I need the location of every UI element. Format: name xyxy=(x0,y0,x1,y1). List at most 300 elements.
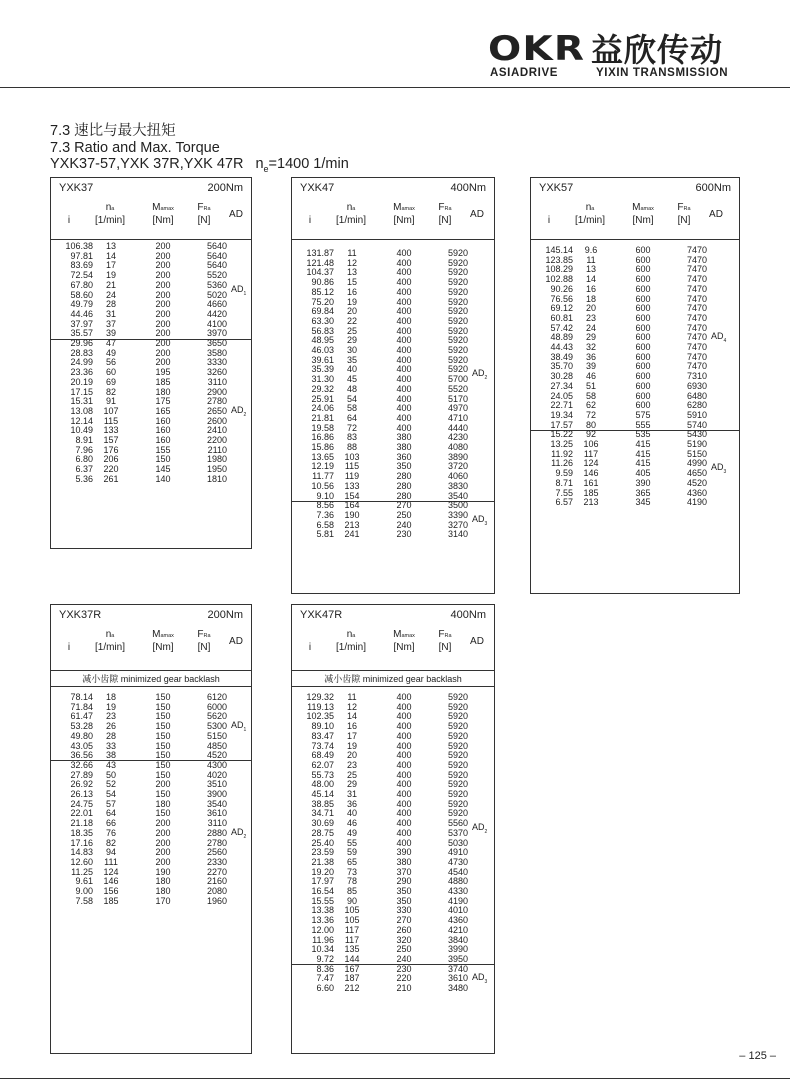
cell-i: 18.35 xyxy=(70,827,93,838)
cell-f: 5640 xyxy=(206,250,227,261)
cell-na: 30 xyxy=(346,345,357,355)
table-row xyxy=(292,287,494,297)
cell-i: 14.83 xyxy=(70,847,93,858)
col-header-i-part: i xyxy=(67,642,71,653)
table-row xyxy=(292,481,494,491)
cell-na: 80 xyxy=(585,419,596,430)
table-row xyxy=(292,818,494,828)
cell-na: 14 xyxy=(346,711,357,722)
cell-na: 18 xyxy=(585,293,596,304)
table-row xyxy=(51,454,251,464)
table-row xyxy=(51,241,251,251)
cell-f: 3970 xyxy=(206,328,227,339)
table-row xyxy=(51,357,251,367)
cell-m: 200 xyxy=(155,299,171,310)
table-yxk57 xyxy=(530,177,740,594)
cell-m: 180 xyxy=(155,798,171,809)
cell-na: 76 xyxy=(105,827,116,838)
cell-i: 97.81 xyxy=(70,250,93,261)
cell-na: 49 xyxy=(105,347,116,358)
cell-m: 400 xyxy=(396,837,412,848)
brand-mark: OKR xyxy=(488,29,586,69)
cell-i: 11.96 xyxy=(312,934,334,945)
table-row xyxy=(51,251,251,261)
col-header-na-part: n xyxy=(346,202,353,213)
cell-i: 44.43 xyxy=(550,342,573,352)
cell-i: 106.38 xyxy=(65,241,93,251)
cell-na: 161 xyxy=(583,477,599,488)
cell-m: 150 xyxy=(155,454,171,465)
cell-na: 213 xyxy=(344,519,360,530)
cell-f: 4230 xyxy=(447,432,468,443)
col-header-f xyxy=(669,202,699,227)
cell-f: 1960 xyxy=(206,895,227,906)
table-row xyxy=(292,384,494,394)
cell-f: 2880 xyxy=(206,827,227,838)
table-row xyxy=(292,413,494,423)
cell-i: 26.13 xyxy=(70,789,93,799)
table-row xyxy=(292,510,494,520)
cell-m: 180 xyxy=(155,886,171,896)
cell-na: 21 xyxy=(105,279,116,290)
cell-m: 150 xyxy=(155,769,171,780)
backlash-note: 减小齿隙 minimized gear backlash xyxy=(82,674,220,684)
cell-f: 3720 xyxy=(447,461,468,472)
cell-i: 37.97 xyxy=(70,318,93,329)
cell-na: 24 xyxy=(105,289,116,300)
models-list: YXK37-57,YXK 37R,YXK 47R xyxy=(50,156,244,172)
col-header-ad xyxy=(223,636,249,648)
cell-na: 11 xyxy=(586,254,596,265)
cell-m: 380 xyxy=(396,442,412,452)
cell-na: 9.6 xyxy=(584,245,598,255)
brand-logo xyxy=(488,29,743,80)
table-row xyxy=(292,692,494,702)
cell-f: 5920 xyxy=(447,306,468,317)
cell-m: 200 xyxy=(155,827,171,838)
cell-m: 400 xyxy=(396,383,412,394)
cell-f: 5560 xyxy=(447,818,468,829)
cell-na: 54 xyxy=(105,789,116,799)
cell-f: 4990 xyxy=(686,458,707,469)
cell-na: 23 xyxy=(346,759,357,770)
table-row xyxy=(51,721,251,731)
table-row xyxy=(51,387,251,397)
table-row xyxy=(51,799,251,809)
cell-m: 380 xyxy=(396,856,412,867)
cell-m: 160 xyxy=(155,435,171,445)
table-row xyxy=(292,267,494,277)
table-row xyxy=(292,403,494,413)
cell-na: 117 xyxy=(583,448,599,459)
table-row xyxy=(531,284,739,294)
col-header-f-part: F xyxy=(197,202,204,213)
cell-f: 7470 xyxy=(686,254,707,265)
table-row xyxy=(292,452,494,462)
col-header-m xyxy=(625,202,661,227)
cell-na: 19 xyxy=(105,701,116,712)
col-header-f-part: F xyxy=(438,202,445,213)
col-header-na xyxy=(567,202,613,227)
ad-label xyxy=(472,368,487,381)
col-header-na-part: a xyxy=(352,633,356,639)
cell-m: 250 xyxy=(396,944,412,955)
cell-na: 49 xyxy=(346,827,357,838)
cell-m: 200 xyxy=(155,279,171,290)
cell-f: 5920 xyxy=(447,286,468,297)
table-row xyxy=(531,255,739,265)
col-header-i-part: i xyxy=(308,215,312,226)
cell-na: 212 xyxy=(344,983,360,993)
backlash-rule xyxy=(292,686,494,687)
cell-na: 43 xyxy=(105,759,116,770)
cell-m: 415 xyxy=(635,448,651,459)
cell-na: 25 xyxy=(346,325,357,336)
cell-na: 90 xyxy=(346,895,357,906)
table-row xyxy=(292,896,494,906)
cell-i: 6.80 xyxy=(75,454,93,465)
table-row xyxy=(531,439,739,449)
cell-f: 4440 xyxy=(447,422,468,433)
cell-i: 27.34 xyxy=(550,380,573,391)
cell-na: 187 xyxy=(344,973,360,984)
cell-f: 5920 xyxy=(447,277,468,288)
cell-na: 106 xyxy=(583,439,599,449)
cell-m: 600 xyxy=(635,361,651,372)
cell-f: 4880 xyxy=(447,876,468,887)
col-header-i xyxy=(59,215,79,227)
cell-m: 400 xyxy=(396,779,412,790)
cell-i: 28.83 xyxy=(70,347,93,358)
cell-f: 3540 xyxy=(447,490,468,501)
header-rule xyxy=(292,670,494,671)
cell-m: 600 xyxy=(635,332,651,343)
cell-f: 3500 xyxy=(447,500,468,511)
cell-i: 48.89 xyxy=(550,332,573,343)
col-header-na-part: a xyxy=(352,206,356,212)
cell-na: 36 xyxy=(346,798,357,809)
table-row xyxy=(51,750,251,760)
cell-i: 12.19 xyxy=(311,461,334,472)
cell-m: 150 xyxy=(155,750,171,761)
table-row xyxy=(292,423,494,433)
cell-f: 7470 xyxy=(686,245,707,255)
cell-i: 30.28 xyxy=(550,371,573,382)
cell-na: 25 xyxy=(346,769,357,780)
cell-f: 5920 xyxy=(447,701,468,712)
cell-m: 415 xyxy=(635,458,651,469)
cell-m: 345 xyxy=(635,497,651,508)
cell-m: 365 xyxy=(635,487,651,498)
table-row xyxy=(292,461,494,471)
table-row xyxy=(292,886,494,896)
cell-na: 124 xyxy=(103,866,119,877)
cell-na: 46 xyxy=(346,818,357,829)
cell-m: 400 xyxy=(396,827,412,838)
ad-text: AD xyxy=(231,826,244,837)
cell-na: 33 xyxy=(105,740,116,751)
cell-i: 24.99 xyxy=(70,357,93,368)
ad-label xyxy=(231,284,246,297)
cell-f: 5920 xyxy=(447,692,468,702)
cell-i: 6.37 xyxy=(75,464,93,475)
table-row xyxy=(51,876,251,886)
cell-na: 190 xyxy=(344,509,360,520)
cell-m: 400 xyxy=(396,740,412,751)
cell-f: 2410 xyxy=(206,425,227,436)
cell-na: 124 xyxy=(583,458,599,469)
cell-i: 60.81 xyxy=(550,312,573,323)
col-header-m-part: amax xyxy=(401,633,415,639)
cell-i: 7.47 xyxy=(316,973,334,984)
cell-na: 39 xyxy=(585,361,596,372)
cell-f: 3740 xyxy=(447,963,468,974)
table-row xyxy=(292,808,494,818)
col-header-m-part: amax xyxy=(160,633,174,639)
cell-f: 5360 xyxy=(206,279,227,290)
table-row xyxy=(51,416,251,426)
col-header-m-part: [Nm] xyxy=(393,642,415,653)
table-row xyxy=(292,954,494,964)
cell-m: 600 xyxy=(635,293,651,304)
col-header-i xyxy=(59,642,79,654)
col-header-i-part: i xyxy=(308,642,312,653)
cell-m: 200 xyxy=(155,250,171,261)
cell-m: 290 xyxy=(396,876,412,887)
col-header-na-part: [1/min] xyxy=(335,215,366,226)
cell-m: 200 xyxy=(155,837,171,848)
cell-na: 35 xyxy=(346,354,357,365)
table-row xyxy=(51,328,251,338)
cell-f: 5920 xyxy=(447,325,468,336)
table-yxk37r xyxy=(50,604,252,1054)
cell-m: 600 xyxy=(635,371,651,382)
cell-na: 36 xyxy=(585,351,596,362)
ad-sub: 4 xyxy=(723,337,727,344)
cell-i: 7.55 xyxy=(555,487,573,498)
cell-i: 35.57 xyxy=(70,328,93,339)
cell-i: 8.56 xyxy=(316,500,334,511)
cell-i: 102.88 xyxy=(545,274,573,285)
cell-f: 7470 xyxy=(686,264,707,275)
cell-m: 200 xyxy=(155,289,171,300)
cell-f: 4190 xyxy=(447,895,468,906)
cell-m: 600 xyxy=(635,274,651,285)
col-header-na-part: n xyxy=(105,629,112,640)
ad-label xyxy=(472,972,487,985)
col-header-na xyxy=(87,629,133,654)
table-row xyxy=(292,432,494,442)
cell-m: 150 xyxy=(155,711,171,722)
cell-na: 185 xyxy=(583,487,599,498)
ad-sub: 1 xyxy=(243,290,247,297)
cell-m: 400 xyxy=(396,789,412,799)
table-row xyxy=(292,442,494,452)
table-row xyxy=(292,789,494,799)
cell-m: 400 xyxy=(396,412,412,423)
cell-i: 38.49 xyxy=(550,351,573,362)
col-header-m-part: amax xyxy=(160,206,174,212)
cell-i: 29.96 xyxy=(70,338,93,348)
cell-m: 260 xyxy=(396,924,412,935)
cell-na: 156 xyxy=(103,886,119,896)
table-row xyxy=(51,348,251,358)
cell-m: 400 xyxy=(396,335,412,346)
col-header-f xyxy=(430,202,460,227)
col-header-m xyxy=(145,202,181,227)
table-row xyxy=(292,721,494,731)
cell-f: 3840 xyxy=(447,934,468,945)
table-row xyxy=(531,488,739,498)
table-name: YXK37R xyxy=(59,609,102,621)
cell-m: 145 xyxy=(155,464,171,475)
cell-m: 600 xyxy=(635,322,651,333)
col-header-na xyxy=(328,629,374,654)
cell-i: 16.86 xyxy=(311,432,334,443)
table-row xyxy=(292,828,494,838)
footer-rule xyxy=(0,1078,790,1079)
table-row xyxy=(292,799,494,809)
table-row xyxy=(292,935,494,945)
col-header-na-part: [1/min] xyxy=(574,215,605,226)
cell-na: 47 xyxy=(105,338,116,348)
cell-f: 3890 xyxy=(447,451,468,462)
cell-i: 69.12 xyxy=(550,303,573,314)
cell-na: 16 xyxy=(585,283,596,294)
cell-f: 3110 xyxy=(207,376,227,387)
table-row xyxy=(292,491,494,501)
table-row xyxy=(51,779,251,789)
table-row xyxy=(531,371,739,381)
ne-value: =1400 1/min xyxy=(268,156,349,172)
cell-na: 154 xyxy=(344,490,360,501)
cell-m: 600 xyxy=(635,303,651,314)
col-header-ad-part: AD xyxy=(229,636,243,647)
cell-f: 3540 xyxy=(206,798,227,809)
cell-i: 104.37 xyxy=(306,267,334,278)
cell-m: 400 xyxy=(396,248,412,258)
cell-i: 85.12 xyxy=(311,286,334,297)
cell-f: 3140 xyxy=(447,529,468,540)
cell-na: 13 xyxy=(346,267,357,278)
cell-f: 5920 xyxy=(447,808,468,819)
col-header-m-part: [Nm] xyxy=(152,642,174,653)
cell-i: 13.25 xyxy=(550,439,573,449)
col-header-f-part: F xyxy=(677,202,684,213)
cell-i: 6.57 xyxy=(555,497,573,508)
table-row xyxy=(51,406,251,416)
cell-f: 4360 xyxy=(686,487,707,498)
ad-text: AD xyxy=(231,283,244,294)
cell-i: 15.86 xyxy=(311,442,334,452)
table-yxk37 xyxy=(50,177,252,549)
table-row xyxy=(531,245,739,255)
cell-m: 400 xyxy=(396,267,412,278)
cell-na: 59 xyxy=(346,847,357,858)
table-row xyxy=(292,335,494,345)
cell-m: 160 xyxy=(155,425,171,436)
cell-i: 56.83 xyxy=(311,325,334,336)
cell-i: 22.01 xyxy=(70,808,93,819)
cell-f: 5920 xyxy=(447,248,468,258)
cell-f: 2110 xyxy=(207,444,227,455)
cell-m: 350 xyxy=(396,461,412,472)
page-number: – 125 – xyxy=(739,1050,776,1062)
cell-f: 4660 xyxy=(206,299,227,310)
cell-i: 17.97 xyxy=(311,876,334,887)
cell-m: 600 xyxy=(635,342,651,352)
table-row xyxy=(531,420,739,430)
col-header-f-part: [N] xyxy=(197,215,211,226)
cell-na: 31 xyxy=(105,308,116,319)
cell-f: 2200 xyxy=(206,435,227,445)
col-header-m-part: M xyxy=(152,202,161,213)
col-header-m xyxy=(145,629,181,654)
cell-i: 19.20 xyxy=(311,866,334,877)
cell-i: 71.84 xyxy=(70,701,93,712)
cell-f: 5150 xyxy=(686,448,707,459)
cell-i: 43.05 xyxy=(70,740,93,751)
cell-i: 58.60 xyxy=(70,289,93,300)
cell-i: 26.92 xyxy=(70,779,93,790)
cell-m: 555 xyxy=(635,419,651,430)
cell-i: 17.57 xyxy=(550,419,573,430)
header-rule xyxy=(51,239,251,240)
cell-m: 600 xyxy=(635,245,651,255)
cell-m: 400 xyxy=(396,306,412,317)
cell-f: 5150 xyxy=(206,730,227,741)
ad-text: AD xyxy=(231,719,244,730)
cell-na: 64 xyxy=(346,412,357,423)
cell-i: 11.26 xyxy=(551,458,573,469)
cell-i: 9.10 xyxy=(316,490,334,501)
cell-na: 167 xyxy=(344,963,360,974)
cell-f: 4010 xyxy=(447,905,468,916)
cell-na: 45 xyxy=(346,374,357,385)
col-header-na xyxy=(328,202,374,227)
cell-na: 111 xyxy=(104,856,118,867)
table-yxk47 xyxy=(291,177,495,594)
cell-m: 600 xyxy=(635,264,651,275)
header-rule xyxy=(51,670,251,671)
cell-m: 155 xyxy=(155,444,171,455)
cell-m: 230 xyxy=(396,963,412,974)
cell-i: 53.28 xyxy=(70,721,93,732)
table-row xyxy=(51,760,251,770)
cell-m: 165 xyxy=(155,405,171,416)
cell-m: 390 xyxy=(396,847,412,858)
cell-m: 400 xyxy=(396,257,412,268)
cell-m: 270 xyxy=(396,915,412,926)
cell-f: 7470 xyxy=(686,361,707,372)
cell-na: 185 xyxy=(103,895,119,906)
table-row xyxy=(531,303,739,313)
table-row xyxy=(51,309,251,319)
cell-m: 400 xyxy=(396,818,412,829)
table-row xyxy=(292,973,494,983)
cell-i: 72.54 xyxy=(70,270,93,281)
cell-na: 91 xyxy=(105,396,116,407)
cell-m: 240 xyxy=(396,953,412,964)
cell-na: 115 xyxy=(103,415,119,426)
col-header-m-part: [Nm] xyxy=(632,215,654,226)
cell-m: 600 xyxy=(635,390,651,401)
table-row xyxy=(51,692,251,702)
cell-na: 14 xyxy=(105,250,116,261)
table-row xyxy=(292,258,494,268)
cell-na: 52 xyxy=(105,779,116,790)
cell-na: 73 xyxy=(346,866,357,877)
